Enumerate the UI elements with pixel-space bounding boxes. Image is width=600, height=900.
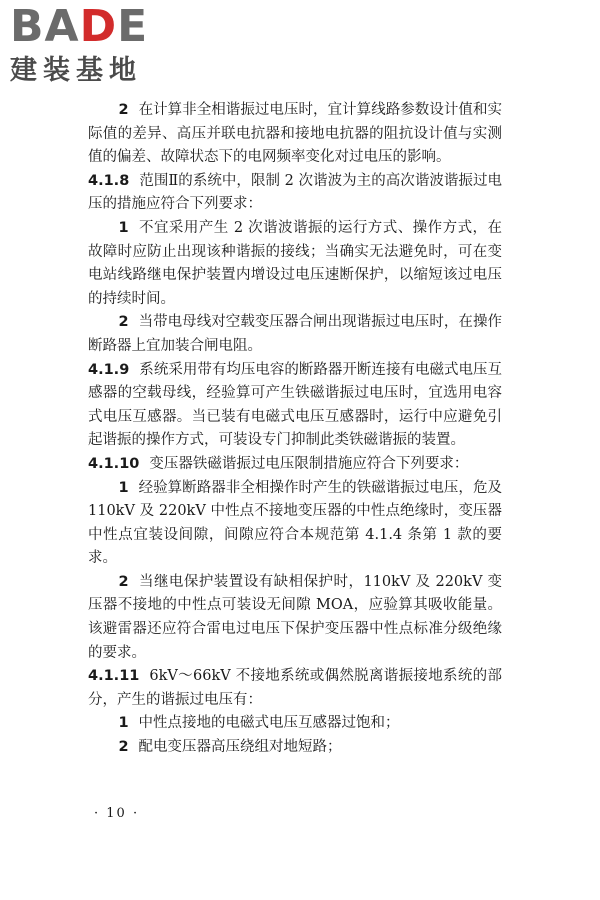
clause-number: 4.1.9 [88, 361, 130, 378]
item-paragraph [88, 477, 502, 571]
logo-subtitle: 建装基地 [10, 55, 142, 86]
item-number: 2 [118, 314, 129, 331]
item-number: 2 [118, 102, 129, 118]
item-text: 当继电保护装置设有缺相保护时，110kV 及 220kV 变压器不接地的中性点可装设无间隙 MOA，应验算其吸收能量。该避雷器还应符合雷电过电压下保护变压器中性点标准分级绝缘的要求。 [88, 573, 502, 661]
clause-4-1-10 [88, 453, 502, 477]
bade-logo [10, 2, 180, 94]
item-text: 当带电母线对空载变压器合闸出现谐振过电压时，在操作断路器上宜加装合闸电阻。 [88, 314, 502, 354]
item-paragraph [88, 311, 502, 358]
item-paragraph [88, 736, 502, 760]
clause-4-1-9 [88, 359, 502, 453]
document-body [88, 99, 502, 760]
item-number: 2 [118, 573, 129, 590]
clause-text: 系统采用带有均压电容的断路器开断连接有电磁式电压互感器的空载母线，经验算可产生铁磁谐振过电压时，宜选用电容式电压互感器。当已装有电磁式电压互感器时，运行中应避免引起谐振的操作方式，可装设专门抑制此类铁磁谐振的装置。 [88, 361, 502, 449]
item-text: 配电变压器高压绕组对地短路； [138, 739, 342, 756]
item-number: 1 [118, 479, 129, 496]
item-number: 1 [118, 219, 129, 236]
clause-text: 6kV～66kV 不接地系统或偶然脱离谐振接地系统的部分，产生的谐振过电压有： [88, 668, 502, 708]
page-number: · 10 · [94, 806, 140, 821]
clause-number: 4.1.10 [88, 455, 140, 472]
item-paragraph [88, 99, 502, 170]
item-text: 不宜采用产生 2 次谐波谐振的运行方式、操作方式，在故障时应防止出现该种谐振的接线；当确实无法避免时，可在变电站线路继电保护装置内增设过电压速断保护，以缩短该过电压的持续时间。 [88, 219, 502, 307]
clause-4-1-8 [88, 170, 502, 217]
item-paragraph [88, 217, 502, 311]
item-text: 经验算断路器非全相操作时产生的铁磁谐振过电压，危及 110kV 及 220kV 中性点不接地变压器的中性点绝缘时，变压器中性点宜装设间隙，间隙应符合本规范第 4.1.4 条第 1 款的要求。 [88, 479, 502, 567]
clause-number: 4.1.8 [88, 172, 130, 189]
item-paragraph [88, 712, 502, 736]
clause-4-1-11 [88, 665, 502, 712]
item-paragraph [88, 571, 502, 665]
item-number: 1 [118, 715, 129, 732]
item-number: 2 [118, 739, 129, 756]
item-text: 中性点接地的电磁式电压互感器过饱和； [138, 715, 400, 732]
clause-text: 变压器铁磁谐振过电压限制措施应符合下列要求： [149, 455, 469, 472]
logo-wordmark: BADE [10, 1, 149, 52]
clause-text: 范围Ⅱ的系统中，限制 2 次谐波为主的高次谐波谐振过电压的措施应符合下列要求： [88, 172, 502, 213]
item-text: 在计算非全相谐振过电压时，宜计算线路参数设计值和实际值的差异、高压并联电抗器和接地电抗器的阻抗设计值与实测值的偏差、故障状态下的电网频率变化对过电压的影响。 [88, 102, 502, 166]
clause-number: 4.1.11 [88, 668, 140, 685]
